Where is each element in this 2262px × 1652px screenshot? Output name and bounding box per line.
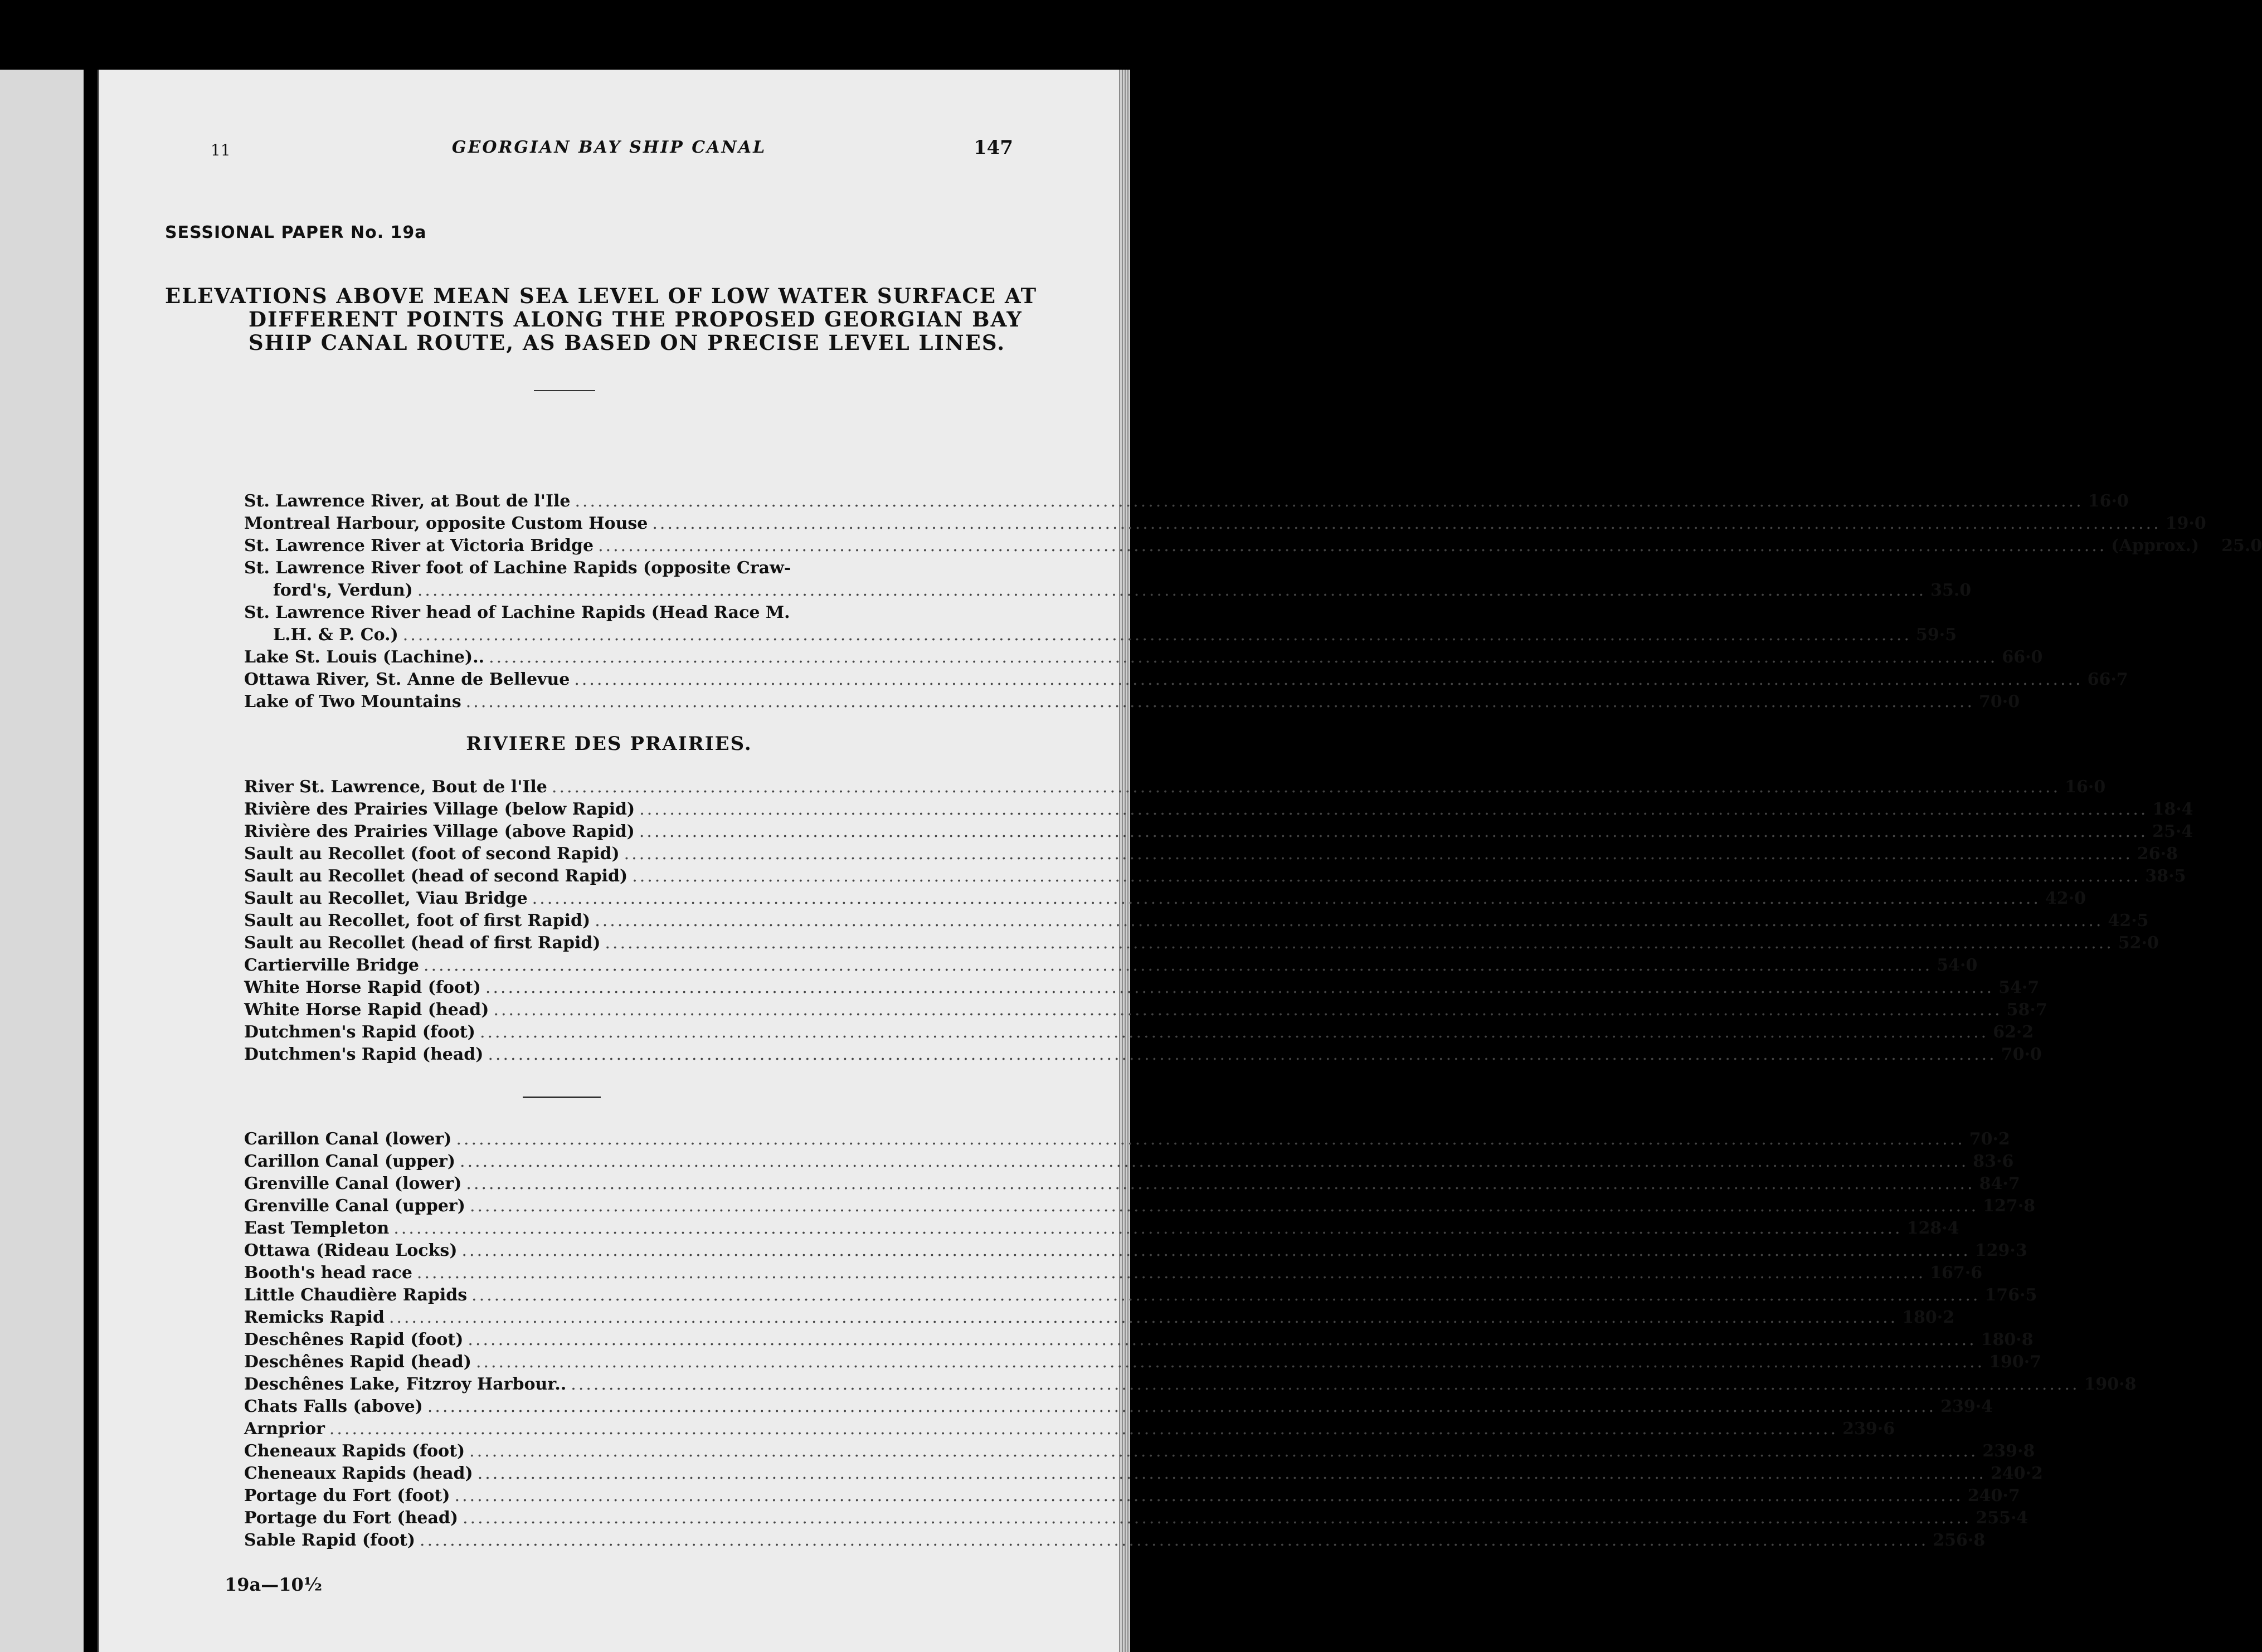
table-row xyxy=(244,1396,1993,1418)
table-row xyxy=(244,888,2086,910)
location-name: Cheneaux Rapids (foot) xyxy=(244,1441,465,1461)
location-name: Lake of Two Mountains xyxy=(244,692,461,712)
elevation-value: 167·6 xyxy=(1930,1263,1983,1283)
table-row xyxy=(244,1529,1986,1552)
signature-mark: 19a—10½ xyxy=(225,1574,323,1595)
elevation-value: 256·8 xyxy=(1933,1531,1986,1550)
location-name: White Horse Rapid (foot) xyxy=(244,978,481,997)
elevation-value: 59·5 xyxy=(1916,625,1957,645)
elevation-value: 25.0 xyxy=(2221,536,2262,555)
approx-note: (Approx.) xyxy=(2111,536,2200,555)
table-row xyxy=(244,954,1978,977)
elevation-value: 129·3 xyxy=(1974,1241,2027,1260)
dot-leader: ........................................................................................................................................................................................................ xyxy=(605,933,2114,953)
table-row xyxy=(244,1485,2020,1507)
dot-leader: ........................................................................................................................................................................................................ xyxy=(485,978,1995,997)
location-name: Sault au Recollet (head of first Rapid) xyxy=(244,933,601,953)
location-name: Booth's head race xyxy=(244,1263,412,1283)
dot-leader: ........................................................................................................................................................................................................ xyxy=(466,1174,1975,1193)
dot-leader: ........................................................................................................................................................................................................ xyxy=(402,625,1912,645)
table-row xyxy=(244,513,2206,535)
location-name: Deschênes Lake, Fitzroy Harbour.. xyxy=(244,1375,567,1394)
elevation-value: 16·0 xyxy=(2088,491,2129,511)
location-name: Carillon Canal (lower) xyxy=(244,1129,452,1149)
dot-leader: ........................................................................................................................................................................................................ xyxy=(551,777,2061,797)
dot-leader: ........................................................................................................................................................................................................ xyxy=(471,1285,1981,1305)
table-row xyxy=(244,1128,2010,1151)
table-row xyxy=(244,776,2106,798)
dot-leader: ........................................................................................................................................................................................................ xyxy=(575,491,2084,511)
location-name: Chats Falls (above) xyxy=(244,1397,423,1416)
dot-leader: ........................................................................................................................................................................................................ xyxy=(427,1397,1937,1416)
page-number: 147 xyxy=(974,137,1013,159)
dot-leader: ........................................................................................................................................................................................................ xyxy=(465,692,1974,712)
location-name: Cartierville Bridge xyxy=(244,956,420,975)
table-row xyxy=(244,1262,1983,1284)
dot-leader: ........................................................................................................................................................................................................ xyxy=(532,889,2041,908)
dot-leader: ........................................................................................................................................................................................................ xyxy=(489,647,1998,667)
table-row xyxy=(244,1440,2035,1463)
dot-leader: ........................................................................................................................................................................................................ xyxy=(479,1022,1989,1042)
document-page xyxy=(98,70,2262,1652)
location-name: Sault au Recollet, foot of first Rapid) xyxy=(244,911,591,930)
elevation-value: 18·4 xyxy=(2152,800,2193,819)
dot-leader: ........................................................................................................................................................................................................ xyxy=(639,822,2148,841)
dot-leader: ........................................................................................................................................................................................................ xyxy=(424,956,1933,975)
dot-leader: ........................................................................................................................................................................................................ xyxy=(493,1000,2002,1020)
table-row xyxy=(244,1173,2020,1195)
table-row xyxy=(244,1044,2042,1066)
dot-leader: ........................................................................................................................................................................................................ xyxy=(460,1152,1969,1171)
location-name: St. Lawrence River at Victoria Bridge xyxy=(244,536,594,555)
dot-leader: ........................................................................................................................................................................................................ xyxy=(388,1308,1898,1327)
location-name: River St. Lawrence, Bout de l'Ile xyxy=(244,777,547,797)
table-row xyxy=(244,1307,1955,1329)
elevation-value: 180·2 xyxy=(1902,1308,1955,1327)
elevation-value: 19·0 xyxy=(2165,514,2206,533)
dot-leader: ........................................................................................................................................................................................................ xyxy=(475,1352,1985,1372)
dot-leader: ........................................................................................................................................................................................................ xyxy=(416,1263,1926,1283)
table-row xyxy=(244,557,991,579)
dot-leader: ........................................................................................................................................................................................................ xyxy=(632,866,2141,886)
table-row xyxy=(244,910,2149,932)
location-name: Carillon Canal (upper) xyxy=(244,1152,456,1171)
dot-leader: ........................................................................................................................................................................................................ xyxy=(624,844,2133,864)
elevation-value: 180·8 xyxy=(1981,1330,2034,1349)
table-row xyxy=(244,932,2159,954)
table-row xyxy=(244,843,2178,865)
table-row xyxy=(244,1351,2042,1373)
elevation-value: 66·7 xyxy=(2087,670,2128,689)
dot-leader: ........................................................................................................................................................................................................ xyxy=(574,670,2083,689)
location-name: White Horse Rapid (head) xyxy=(244,1000,489,1020)
header-left-number: 11 xyxy=(211,141,231,159)
dot-leader: ........................................................................................................................................................................................................ xyxy=(329,1419,1838,1439)
table-row xyxy=(244,798,2193,821)
location-name: Sable Rapid (foot) xyxy=(244,1531,416,1550)
table-row xyxy=(244,865,2186,888)
table-row xyxy=(244,1284,2037,1307)
dot-leader: ........................................................................................................................................................................................................ xyxy=(469,1196,1979,1216)
elevation-value: 190·8 xyxy=(2084,1375,2137,1394)
elevation-value: 42·0 xyxy=(2045,889,2086,908)
title-line-2: DIFFERENT POINTS ALONG THE PROPOSED GEORGIAN BAY xyxy=(249,307,1023,332)
table-row xyxy=(244,977,2040,999)
location-name: Montreal Harbour, opposite Custom House xyxy=(244,514,648,533)
location-name: ford's, Verdun) xyxy=(273,581,413,600)
location-name: Portage du Fort (head) xyxy=(244,1508,459,1528)
table-row xyxy=(244,1195,2036,1217)
location-name: Rivière des Prairies Village (below Rapid) xyxy=(244,800,635,819)
table-row xyxy=(244,1151,2014,1173)
section-st-lawrence xyxy=(244,490,2262,713)
table-row xyxy=(244,579,1972,602)
elevation-value: 54·7 xyxy=(1998,978,2040,997)
section-riviere-des-prairies xyxy=(244,776,2193,1066)
table-row xyxy=(244,602,991,624)
location-name: Cheneaux Rapids (head) xyxy=(244,1464,473,1483)
location-name: St. Lawrence River foot of Lachine Rapids (opposite Craw- xyxy=(244,558,791,578)
location-name: East Templeton xyxy=(244,1219,390,1238)
location-name: Dutchmen's Rapid (head) xyxy=(244,1045,484,1064)
table-row xyxy=(244,1373,2137,1396)
location-name: Deschênes Rapid (head) xyxy=(244,1352,471,1372)
location-name: Ottawa (Rideau Locks) xyxy=(244,1241,458,1260)
elevation-value: 128·4 xyxy=(1906,1219,1959,1238)
table-row xyxy=(244,624,1957,646)
dot-leader: ........................................................................................................................................................................................................ xyxy=(417,581,1927,600)
elevation-value: 16·0 xyxy=(2065,777,2106,797)
table-row xyxy=(244,1463,2043,1485)
elevation-value: 70·0 xyxy=(2001,1045,2042,1064)
dot-leader: ........................................................................................................................................................................................................ xyxy=(469,1441,1978,1461)
elevation-value: 84·7 xyxy=(1979,1174,2020,1193)
table-row xyxy=(244,1329,2034,1351)
dot-leader: ........................................................................................................................................................................................................ xyxy=(456,1129,1965,1149)
location-name: Dutchmen's Rapid (foot) xyxy=(244,1022,475,1042)
elevation-value: 255·4 xyxy=(1976,1508,2028,1528)
elevation-value: 26·8 xyxy=(2137,844,2178,864)
elevation-value: 83·6 xyxy=(1973,1152,2014,1171)
elevation-value: 70·0 xyxy=(1979,692,2020,712)
previous-page-strip xyxy=(0,70,84,1652)
elevation-value: 52·0 xyxy=(2118,933,2159,953)
table-row xyxy=(244,1217,1959,1240)
location-name: Rivière des Prairies Village (above Rapid) xyxy=(244,822,635,841)
elevation-value: 239·6 xyxy=(1842,1419,1895,1439)
dot-leader: ........................................................................................................................................................................................................ xyxy=(639,800,2148,819)
location-name: Sault au Recollet (foot of second Rapid) xyxy=(244,844,620,864)
table-row xyxy=(244,999,2047,1021)
table-row xyxy=(244,1240,2027,1262)
location-name: St. Lawrence River, at Bout de l'Ile xyxy=(244,491,571,511)
dot-leader: ........................................................................................................................................................................................................ xyxy=(595,911,2104,930)
table-row xyxy=(244,646,2043,669)
elevation-value: 35.0 xyxy=(1930,581,1972,600)
dot-leader: ........................................................................................................................................................................................................ xyxy=(461,1241,1971,1260)
divider-rule-2 xyxy=(523,1097,601,1098)
elevation-value: 42·5 xyxy=(2108,911,2149,930)
location-name: Grenville Canal (lower) xyxy=(244,1174,462,1193)
dot-leader: ........................................................................................................................................................................................................ xyxy=(420,1531,1929,1550)
divider-rule-1 xyxy=(534,390,595,391)
elevation-value: 240·7 xyxy=(1967,1486,2020,1505)
elevation-value: 62·2 xyxy=(1993,1022,2034,1042)
location-name: Deschênes Rapid (foot) xyxy=(244,1330,464,1349)
elevation-value: 70·2 xyxy=(1969,1129,2010,1149)
elevation-value: 38·5 xyxy=(2145,866,2186,886)
elevation-value: 54·0 xyxy=(1937,956,1978,975)
dot-leader: ........................................................................................................................................................................................................ xyxy=(488,1045,1997,1064)
location-name: Lake St. Louis (Lachine).. xyxy=(244,647,485,667)
dot-leader: ........................................................................................................................................................................................................ xyxy=(393,1219,1903,1238)
location-name: Ottawa River, St. Anne de Bellevue xyxy=(244,670,570,689)
table-title xyxy=(165,284,1038,355)
table-row xyxy=(244,1418,1895,1440)
location-name: Portage du Fort (foot) xyxy=(244,1486,450,1505)
elevation-value: 127·8 xyxy=(1983,1196,2036,1216)
dot-leader: ........................................................................................................................................................................................................ xyxy=(571,1375,2080,1394)
dot-leader: ........................................................................................................................................................................................................ xyxy=(468,1330,1977,1349)
dot-leader: ........................................................................................................................................................................................................ xyxy=(598,536,2107,555)
elevation-value: 58·7 xyxy=(2006,1000,2047,1020)
location-name: St. Lawrence River head of Lachine Rapids (Head Race M. xyxy=(244,603,790,622)
elevation-value: 239·4 xyxy=(1940,1397,1993,1416)
elevation-value: 176·5 xyxy=(1984,1285,2037,1305)
table-row xyxy=(244,490,2129,513)
table-row xyxy=(244,821,2193,843)
dot-leader: ........................................................................................................................................................................................................ xyxy=(463,1508,1972,1528)
elevation-value: 240·2 xyxy=(1990,1464,2043,1483)
table-row xyxy=(244,1507,2028,1529)
section-ottawa-river xyxy=(244,1128,2137,1552)
sessional-paper-label: SESSIONAL PAPER No. 19a xyxy=(165,223,427,242)
table-row xyxy=(244,691,2020,713)
dot-leader: ........................................................................................................................................................................................................ xyxy=(652,514,2161,533)
location-name: Grenville Canal (upper) xyxy=(244,1196,465,1216)
table-row xyxy=(244,669,2128,691)
table-row xyxy=(244,535,2262,557)
title-line-3: SHIP CANAL ROUTE, AS BASED ON PRECISE LEVEL LINES. xyxy=(249,330,1006,355)
elevation-value: 239·8 xyxy=(1982,1441,2035,1461)
location-name: L.H. & P. Co.) xyxy=(273,625,398,645)
location-name: Sault au Recollet, Viau Bridge xyxy=(244,889,528,908)
location-name: Arnprior xyxy=(244,1419,325,1439)
dot-leader: ........................................................................................................................................................................................................ xyxy=(454,1486,1963,1505)
location-name: Sault au Recollet (head of second Rapid) xyxy=(244,866,628,886)
elevation-value: 25·4 xyxy=(2152,822,2193,841)
location-name: Little Chaudière Rapids xyxy=(244,1285,468,1305)
location-name: Remicks Rapid xyxy=(244,1308,385,1327)
dot-leader: ........................................................................................................................................................................................................ xyxy=(477,1464,1986,1483)
section-heading-riviere-des-prairies: RIVIERE DES PRAIRIES. xyxy=(466,733,752,755)
title-line-1: ELEVATIONS ABOVE MEAN SEA LEVEL OF LOW WATER SURFACE AT xyxy=(165,284,1038,308)
running-title: GEORGIAN BAY SHIP CANAL xyxy=(451,138,767,157)
table-row xyxy=(244,1021,2034,1044)
elevation-value: 66·0 xyxy=(2002,647,2043,667)
elevation-value: 190·7 xyxy=(1989,1352,2042,1372)
